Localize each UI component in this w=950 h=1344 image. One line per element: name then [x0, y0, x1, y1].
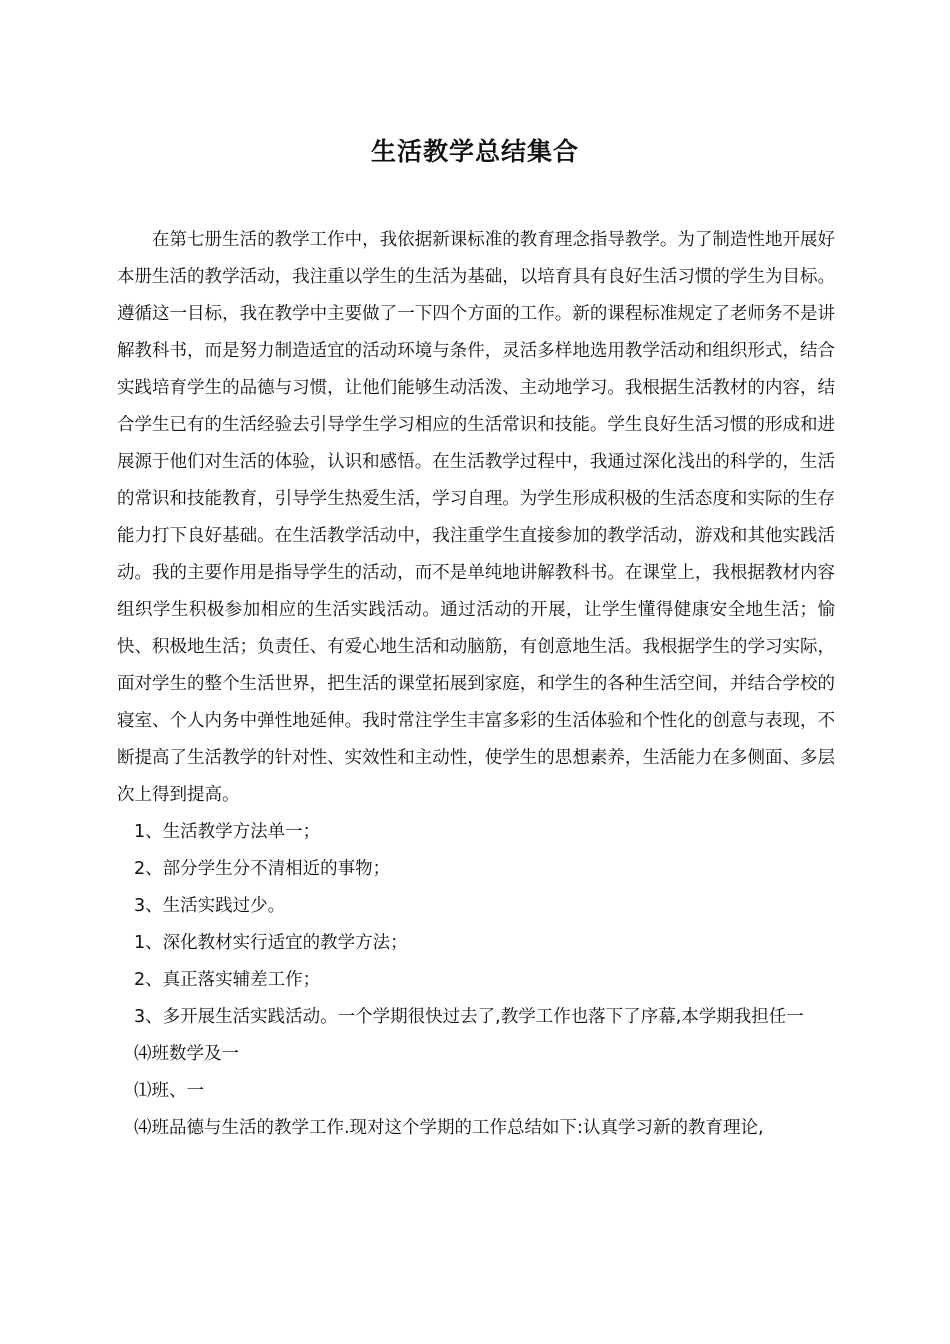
measure-item-1: 1、深化教材实行适宜的教学方法； [134, 933, 408, 953]
document-title: 生活教学总结集合 [370, 137, 579, 166]
tail-line-3: ⑷班品德与生活的教学工作.现对这个学期的工作总结如下:认真学习新的教育理论, [134, 1118, 764, 1138]
tail-line-2: ⑴班、一 [134, 1081, 204, 1101]
tail-line-1: ⑷班数学及一 [134, 1044, 239, 1064]
problem-item-1: 1、生活教学方法单一； [134, 822, 321, 842]
measure-item-3: 3、多开展生活实践活动。一个学期很快过去了,教学工作也落下了序幕,本学期我担任一 [134, 1007, 804, 1027]
problem-item-3: 3、生活实践过少。 [134, 896, 286, 916]
measure-item-2: 2、真正落实辅差工作； [134, 970, 321, 990]
problem-item-2: 2、部分学生分不清相近的事物； [134, 859, 391, 879]
document-body [117, 222, 835, 1147]
main-paragraph: 在第七册生活的教学工作中，我依据新课标准的教育理念指导教学。为了制造性地开展好本册生活的教学活动，我注重以学生的生活为基础，以培育具有良好生活习惯的学生为目标。遵循这一目标，我在教学中主要做了一下四个方面的工作。新的课程标准规定了老师务不是讲解教科书，而是努力制造适宜的活动环境与条件，灵活多样地选用教学活动和组织形式，结合实践培育学生的品德与习惯，让他们能够生动活泼、主动地学习。我根据生活教材的内容，结合学生已有的生活经验去引导学生学习相应的生活常识和技能。学生良好生活习惯的形成和进展源于他们对生活的体验，认识和感悟。在生活教学过程中，我通过深化浅出的科学的，生活的常识和技能教育，引导学生热爱生活，学习自理。为学生形成积极的生活态度和实际的生存能力打下良好基础。在生活教学活动中，我注重学生直接参加的教学活动，游戏和其他实践活动。我的主要作用是指导学生的活动，而不是单纯地讲解教科书。在课堂上，我根据教材内容组织学生积极参加相应的生活实践活动。通过活动的开展，让学生懂得健康安全地生活；愉快、积极地生活；负责任、有爱心地生活和动脑筋，有创意地生活。我根据学生的学习实际，面对学生的整个生活世界，把生活的课堂拓展到家庭，和学生的各种生活空间，并结合学校的寝室、个人内务中弹性地延伸。我时常注学生丰富多彩的生活体验和个性化的创意与表现，不断提高了生活教学的针对性、实效性和主动性，使学生的思想素养，生活能力在多侧面、多层次上得到提高。 [117, 230, 835, 805]
